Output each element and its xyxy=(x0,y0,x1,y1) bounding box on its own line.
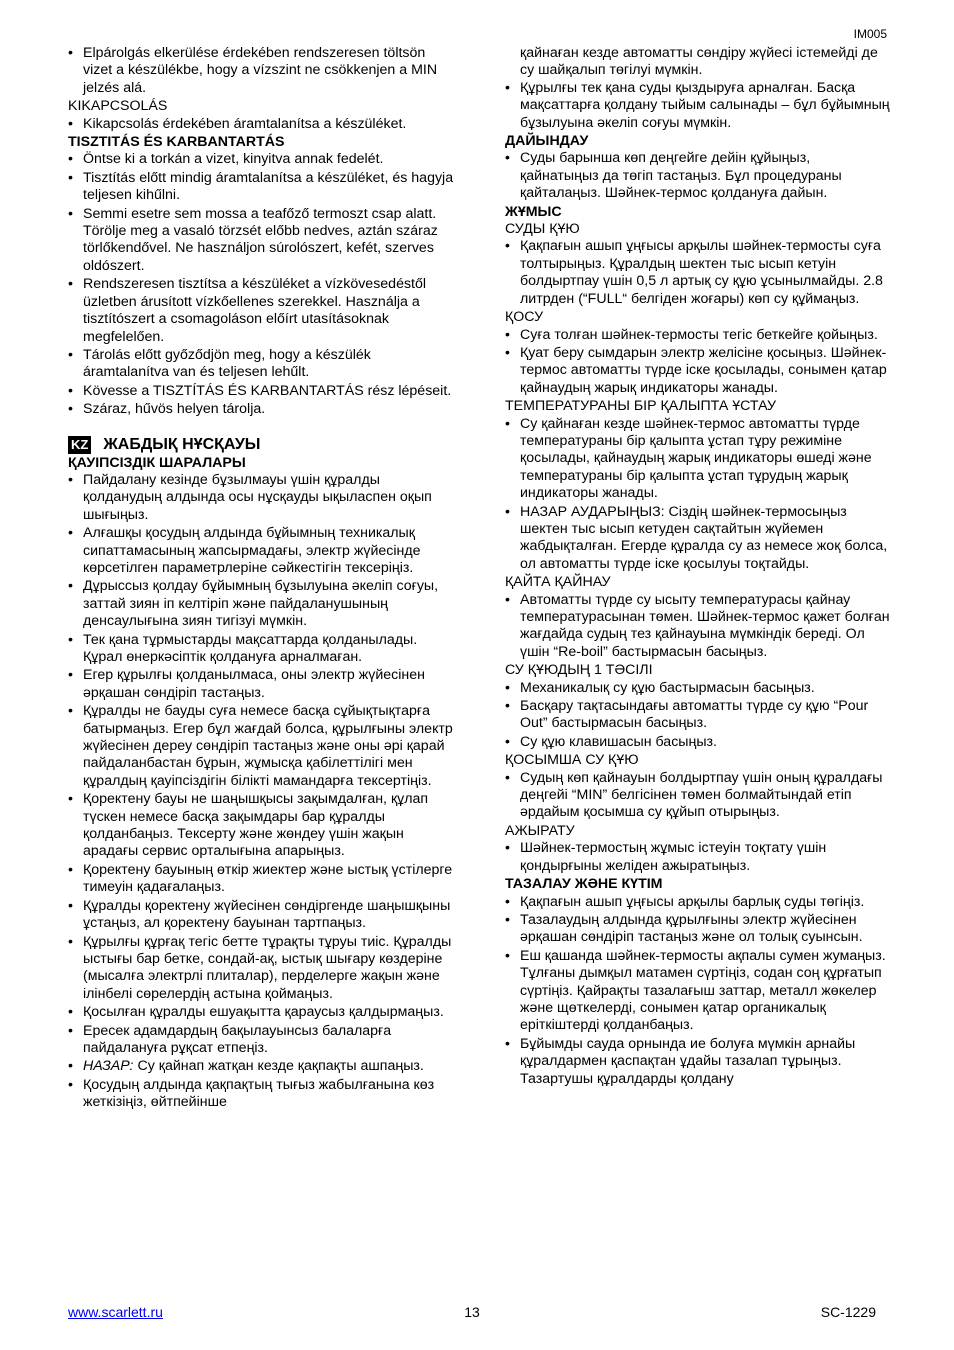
off-heading: АЖЫРАТУ xyxy=(505,822,575,839)
kz-manual-title: ЖАБДЫҚ НҰСҚАУЫ xyxy=(103,435,261,453)
list-item: • Қоректену бауы не шаңышқысы зақымдалған, құлап түскен немесе басқа зақымдары бар құралды қолданбаңыз. Тексерту және жөндеу үшін жақын арадағы сервис орталығына апарыңыз. xyxy=(68,791,456,861)
list-item: • Су қайнаған кезде шәйнек-термос автоматты түрде температураны бір қалыпта ұстап тұру режиміне қосылады, қайнаудың жарық индикаторы өшеді және температураны бір қалыпта ұстап тұрудың жарық индикаторы жанады. xyxy=(505,416,891,503)
hu-intro-list xyxy=(68,45,456,97)
list-item: • Пайдалану кезінде бұзылмауы үшін құралды қолданудың алдында осы нұсқауды ықыласпен оқып шығыңыз. xyxy=(68,472,456,524)
list-item: • Қақпағын ашып ұңғысы арқылы барлық суды төгіңіз. xyxy=(505,894,891,911)
safety-list xyxy=(68,472,456,1112)
method-heading: СУ ҚҰЮДЫҢ 1 ТӘСІЛІ xyxy=(505,662,653,679)
list-item: • Еш қашанда шәйнек-термосты ақпалы сумен жумаңыз. Тұлғаны дымқыл матамен сүртіңіз, содан соң құрғатып сүртіңіз. Қайрақты тазалағыш заттар, металл жөкелер және щөткелерді, сонымен қатар органикалық еріткіштерді қолданбаңыз. xyxy=(505,948,891,1035)
on-list xyxy=(505,327,891,398)
left-column xyxy=(68,45,456,1113)
extra-heading: ҚОСЫМША СУ ҚҰЮ xyxy=(505,752,639,769)
list-item: • Қақпағын ашып ұңғысы арқылы шәйнек-термосты суға толтырыңыз. Құралдың шектен тыс ысып кетуін болдыртпау үшін 0,5 л артық су құю ұсынылмайды. 2.8 литрден (“FULL“ белгіден жоғары) көп су құймаңыз. xyxy=(505,238,891,308)
list-item: • Қосылған құралды ешуақытта қараусыз қалдырмаңыз. xyxy=(68,1004,456,1021)
list-item: • Kikapcsolás érdekében áramtalanítsa a készüléket. xyxy=(68,116,456,133)
list-item: • Tárolás előtt győződjön meg, hogy a készülék áramtalanítva van és teljesen lehűlt. xyxy=(68,347,456,382)
kz-section-title xyxy=(68,435,456,455)
kikapcsolas-heading: KIKAPCSOLÁS xyxy=(68,98,168,115)
method-list xyxy=(505,680,891,752)
list-item: • Құралды қоректену жүйесінен сөндіргенде шаңышқыны ұстаңыз, ал қоректену бауынан тартпаңыз. xyxy=(68,898,456,933)
tisztitas-heading: TISZTITÁS ÉS KARBANTARTÁS xyxy=(68,134,285,151)
extra-list xyxy=(505,770,891,822)
temp-list xyxy=(505,416,891,574)
list-item: • Құрылғы тек қана суды қыздыруға арналған. Басқа мақсаттарға қолдану тыйым салынады – бұл бұйымның бұзылуына әкеліп соғуы мүмкін. xyxy=(505,80,891,132)
list-item: • Тазалаудың алдында құрылғыны электр жүйесінен әрқашан сөндіріп тастаңыз және ол толық суынсын. xyxy=(505,912,891,947)
list-item: • Kövesse a TISZTÍTÁS ÉS KARBANTARTÁS rész lépéseit. xyxy=(68,383,456,400)
list-item: • НАЗАР АУДАРЫҢЫЗ: Сіздің шәйнек-термосыңыз шектен тыс ысып кетуден сақтайтын жүйемен жабдықталған. Егерде құралда су аз немесе жоқ болса, ол автоматты түрде іске қосылуы тоқтайды. xyxy=(505,504,891,574)
list-item: • Rendszeresen tisztítsa a készüléket a vízkövesedéstől üzletben árusított vízkőellenes szerekkel. Használja a tisztítószert a csomagoláson előírt utasításoknak megfelelően. xyxy=(68,276,456,346)
list-item: • Құралды не бауды суға немесе басқа сұйықтықтарға батырмаңыз. Егер бұл жағдай болса, құрылғыны электр жүйесінен дереу сөндіріп тастаңыз және оны әрі қарай пайдаланбастан бұрын, жұмысқа қабілеттілігі мен құралдың қауіпсіздігін білікті мамандарға тексертіңіз. xyxy=(68,703,456,790)
prep-heading: ДАЙЫНДАУ xyxy=(505,133,589,150)
model-number: SC-1229 xyxy=(820,1304,876,1320)
list-item: • Судың көп қайнауын болдыртпау үшін оның құралдағы деңгейі “MIN” белгісінен төмен болмайтындай етіп әрдайым қосымша су құйып отырыңыз. xyxy=(505,770,891,822)
list-item: • Тек қана тұрмыстарды мақсаттарда қолданылады. Құрал өнеркәсіптік қолдануға арналмаған. xyxy=(68,632,456,667)
list-item xyxy=(68,1058,456,1075)
tisztitas-list xyxy=(68,151,456,418)
list-item: • Қуат беру сымдарын электр желісіне қосыңыз. Шәйнек-термос автоматты түрде іске қосылады, сонымен қатар қайнаудың жарық индикаторы жанады. xyxy=(505,345,891,397)
kz-language-badge: KZ xyxy=(68,436,91,454)
reboil-list xyxy=(505,592,891,662)
reboil-heading: ҚАЙТА ҚАЙНАУ xyxy=(505,574,611,591)
kikapcsolas-list xyxy=(68,116,456,133)
temp-heading: ТЕМПЕРАТУРАНЫ БІР ҚАЛЫПТА ҰСТАУ xyxy=(505,398,776,415)
warning-text: Су қайнап жатқан кезде қақпақты ашпаңыз. xyxy=(133,1058,424,1075)
list-item: • Суды барынша көп деңгейге дейін құйыңыз, қайнатыңыз да төгіп тастаңыз. Бұл процедураны қайталаңыз. Шәйнек-термос қолдануға дайын. xyxy=(505,150,891,202)
list-item: • Száraz, hűvös helyen tárolja. xyxy=(68,401,456,418)
cont-list xyxy=(505,80,891,132)
list-item: • Semmi esetre sem mossa a teafőző termoszt csap alatt. Törölje meg a vasaló törzsét előbb nedves, aztán száraz törlőkendővel. Ne használjon súrolószert, kefét, szerves oldószert. xyxy=(68,206,456,276)
clean-heading: ТАЗАЛАУ ЖӘНЕ КҮТІМ xyxy=(505,876,663,893)
list-item: • Егер құрылғы қолданылмаса, оны электр жүйесінен әрқашан сөндіріп тастаңыз. xyxy=(68,667,456,702)
list-item: • Суға толған шәйнек-термосты тегіс беткейге қойыңыз. xyxy=(505,327,891,344)
pour-heading: СУДЫ ҚҰЮ xyxy=(505,221,580,238)
list-item: • Elpárolgás elkerülése érdekében rendszeresen töltsön vizet a készülékbe, hogy a vízszint ne csökkenjen a MIN jelzés alá. xyxy=(68,45,456,97)
off-list xyxy=(505,840,891,875)
list-item: • Қоректену бауының өткір жиектер және ыстық үстілерге тимеуін қадағалаңыз. xyxy=(68,862,456,897)
list-item: • Алғашқы қосудың алдында бұйымның техникалық сипаттамасының жапсырмадағы, электр жүйесінде көрсетілген параметрлеріне сәйкестігін тексеріңіз. xyxy=(68,525,456,577)
right-column xyxy=(505,45,891,1089)
safety-heading: ҚАУІПСІЗДІК ШАРАЛАРЫ xyxy=(68,454,246,471)
warning-label: НАЗАР: xyxy=(83,1058,134,1075)
on-heading: ҚОСУ xyxy=(505,309,544,326)
clean-list xyxy=(505,894,891,1088)
pour-list xyxy=(505,238,891,308)
continued-text: қайнаған кезде автоматты сөндіру жүйесі істемейді де су шайқалып төгілуі мүмкін. xyxy=(520,45,878,79)
website-link[interactable]: www.scarlett.ru xyxy=(68,1304,163,1320)
document-code: IM005 xyxy=(853,27,887,41)
list-item: • Су құю клавишасын басыңыз. xyxy=(505,734,891,751)
list-item: • Ересек адамдардың бақылауынсыз балаларға пайдалануға рұқсат етпеңіз. xyxy=(68,1023,456,1058)
list-item: • Құрылғы құрғақ тегіс бетте тұрақты тұруы тиіс. Құралды ыстығы бар бетке, сондай-ақ, ыстық шығару көздеріне (мысалға электрлі плиталар), перделерге жақын және ілінбелі сөрелердің астына қоймаңыз. xyxy=(68,934,456,1004)
list-item: • Tisztítás előtt mindig áramtalanítsa a készüléket, és hagyja teljesen kihűlni. xyxy=(68,170,456,205)
page-footer xyxy=(68,1304,876,1324)
list-item: • Бұйымды сауда орнында ие болуға мүмкін арнайы құралдармен қаспақтан ұдайы тазалап тұрыңыз. Тазартушы құралдарды қолдану xyxy=(505,1036,891,1088)
list-item: • Механикалық су құю бастырмасын басыңыз. xyxy=(505,680,891,697)
list-item: • Шәйнек-термостың жұмыс істеуін тоқтату үшін қондырғыны желіден ажыратыңыз. xyxy=(505,840,891,875)
list-item: • Дұрыссыз қолдау бұйымның бұзылуына әкеліп соғуы, заттай зиян іп келтіріп және пайдаланушының денсаулығына зиян тигізуі мүмкін. xyxy=(68,578,456,630)
page-number: 13 xyxy=(464,1304,480,1320)
list-item: • Автоматты түрде су ысыту температурасы қайнау температурасынан төмен. Шәйнек-термос қажет болған жағдайда судың тез қайнауына мүмкіндік береді. Ол үшін “Re-boil” бастырмасын басыңыз. xyxy=(505,592,891,662)
list-item: • Басқару тақтасындағы автоматты түрде су құю “Pour Out” бастырмасын басыңыз. xyxy=(505,698,891,733)
list-item: • Öntse ki a torkán a vizet, kinyitva annak fedelét. xyxy=(68,151,456,168)
list-item: • Қосудың алдында қақпақтың тығыз жабылғанына көз жеткізіңіз, өйтпейінше xyxy=(68,1077,456,1112)
prep-list xyxy=(505,150,891,202)
work-heading: ЖҰМЫС xyxy=(505,203,562,220)
